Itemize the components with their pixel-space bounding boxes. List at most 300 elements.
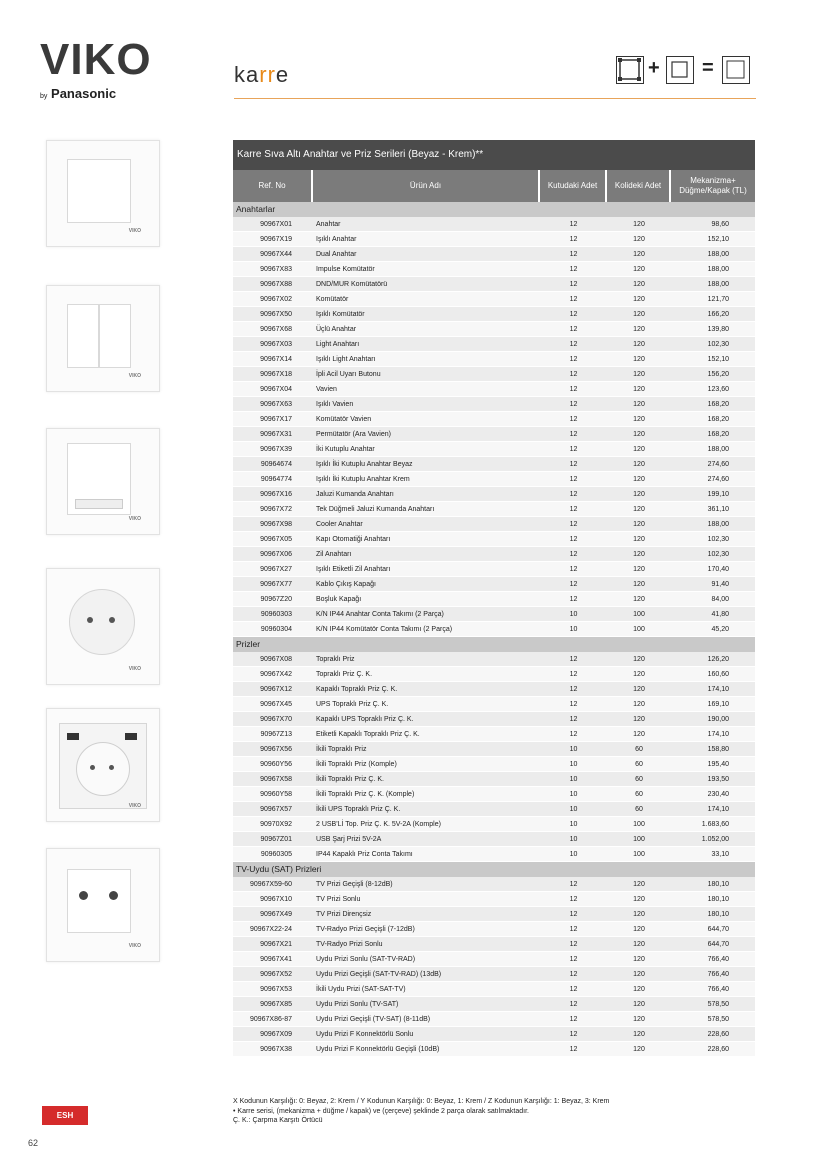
table-row: [233, 757, 755, 772]
case-qty-cell: 120: [633, 566, 645, 573]
page-number: 62: [28, 1138, 39, 1148]
box-qty-cell: 10: [569, 806, 578, 813]
product-cell: Uydu Prizi Sonlu (TV-SAT): [316, 1001, 399, 1008]
header-box-qty: Kutudaki Adet: [540, 170, 607, 202]
case-qty-cell: 120: [633, 326, 645, 333]
product-cell: Vavien: [316, 386, 337, 393]
viko-logo: [40, 35, 165, 103]
ref-cell: 90960Y58: [260, 791, 292, 798]
box-qty-cell: 12: [569, 1001, 578, 1008]
product-cell: Işıklı İki Kutuplu Anahtar Beyaz: [316, 461, 413, 468]
table-title: Karre Sıva Altı Anahtar ve Priz Serileri (Beyaz - Krem)**: [233, 140, 755, 170]
combo-diagram: [612, 54, 756, 86]
box-qty-cell: 12: [569, 401, 578, 408]
price-cell: 174,10: [707, 806, 729, 813]
price-cell: 139,80: [707, 326, 729, 333]
ref-cell: 90967X85: [260, 1001, 292, 1008]
case-qty-cell: 100: [633, 611, 645, 618]
price-cell: 170,40: [707, 566, 729, 573]
table-row: [233, 787, 755, 802]
table-row: [233, 412, 755, 427]
product-cell: TV-Radyo Prizi Geçişli (7-12dB): [316, 926, 415, 933]
table-row: [233, 952, 755, 967]
case-qty-cell: 120: [633, 896, 645, 903]
price-table: [233, 140, 755, 1057]
box-qty-cell: 12: [569, 986, 578, 993]
price-cell: 102,30: [707, 551, 729, 558]
box-qty-cell: 12: [569, 656, 578, 663]
product-cell: USB Şarj Prizi 5V-2A: [316, 836, 382, 843]
product-cell: İkili Topraklı Priz: [316, 746, 367, 753]
ref-cell: 90967X21: [260, 941, 292, 948]
box-qty-cell: 10: [569, 626, 578, 633]
price-cell: 102,30: [707, 536, 729, 543]
ref-cell: 90967X44: [260, 251, 292, 258]
case-qty-cell: 120: [633, 491, 645, 498]
thumb-single-switch: [46, 140, 160, 247]
case-qty-cell: 120: [633, 341, 645, 348]
price-cell: 228,60: [707, 1031, 729, 1038]
box-qty-cell: 12: [569, 236, 578, 243]
thumb-socket: [46, 568, 160, 685]
table-row: [233, 982, 755, 997]
price-cell: 230,40: [707, 791, 729, 798]
box-qty-cell: 12: [569, 536, 578, 543]
case-qty-cell: 120: [633, 656, 645, 663]
price-cell: 1.052,00: [701, 836, 729, 843]
header-divider: [234, 98, 756, 99]
thumb-brand: VIKO: [128, 943, 141, 949]
table-row: [233, 577, 755, 592]
product-cell: Işıklı Vavien: [316, 401, 354, 408]
ref-cell: 90967X10: [260, 896, 292, 903]
box-qty-cell: 12: [569, 326, 578, 333]
product-cell: TV-Radyo Prizi Sonlu: [316, 941, 383, 948]
product-cell: Kapaklı Topraklı Priz Ç. K.: [316, 686, 398, 693]
thumb-double-switch: [46, 285, 160, 392]
product-cell: Komütatör: [316, 296, 349, 303]
equals-sign: =: [702, 57, 714, 79]
table-row: [233, 592, 755, 607]
product-cell: İkili UPS Topraklı Priz Ç. K.: [316, 806, 401, 813]
price-cell: 188,00: [707, 446, 729, 453]
case-qty-cell: 120: [633, 1031, 645, 1038]
box-qty-cell: 12: [569, 356, 578, 363]
case-qty-cell: 100: [633, 836, 645, 843]
table-row: [233, 562, 755, 577]
table-row: [233, 907, 755, 922]
box-qty-cell: 12: [569, 926, 578, 933]
logo-parent: Panasonic: [51, 86, 117, 101]
ref-cell: 90960304: [260, 626, 292, 633]
price-cell: 168,20: [707, 401, 729, 408]
box-qty-cell: 12: [569, 506, 578, 513]
table-row: [233, 847, 755, 862]
price-cell: 98,60: [711, 221, 729, 228]
price-cell: 174,10: [707, 686, 729, 693]
box-qty-cell: 12: [569, 266, 578, 273]
box-qty-cell: 12: [569, 386, 578, 393]
ref-cell: 90967X38: [260, 1046, 292, 1053]
series-name-b: rr: [259, 62, 276, 87]
ref-cell: 90960Y56: [260, 761, 292, 768]
header-product: Ürün Adı: [313, 170, 540, 202]
ref-cell: 90967X08: [260, 656, 292, 663]
case-qty-cell: 120: [633, 926, 645, 933]
ref-cell: 90967X39: [260, 446, 292, 453]
box-qty-cell: 12: [569, 941, 578, 948]
box-qty-cell: 12: [569, 521, 578, 528]
ref-cell: 90960305: [260, 851, 292, 858]
product-cell: Uydu Prizi F Konnektörlü Geçişli (10dB): [316, 1046, 440, 1053]
box-qty-cell: 10: [569, 851, 578, 858]
note-sold: • Karre serisi, (mekanizma + düğme / kapak) ve (çerçeve) şeklinde 2 parça olarak satılmaktadır.: [233, 1107, 529, 1115]
price-cell: 33,10: [711, 851, 729, 858]
box-qty-cell: 12: [569, 551, 578, 558]
product-cell: Işıklı Komütatör: [316, 311, 365, 318]
case-qty-cell: 120: [633, 221, 645, 228]
box-qty-cell: 12: [569, 566, 578, 573]
ref-cell: 90960303: [260, 611, 292, 618]
case-qty-cell: 120: [633, 446, 645, 453]
thumb-brand: VIKO: [128, 516, 141, 522]
case-qty-cell: 100: [633, 851, 645, 858]
table-row: [233, 667, 755, 682]
box-qty-cell: 12: [569, 701, 578, 708]
product-cell: UPS Topraklı Priz Ç. K.: [316, 701, 389, 708]
product-cell: Impulse Komütatör: [316, 266, 375, 273]
box-qty-cell: 12: [569, 581, 578, 588]
header-price: Mekanizma+ Düğme/Kapak (TL): [679, 176, 747, 195]
table-row: [233, 472, 755, 487]
product-cell: Uydu Prizi F Konnektörlü Sonlu: [316, 1031, 414, 1038]
plus-sign: +: [648, 57, 660, 79]
ref-cell: 90967X63: [260, 401, 292, 408]
table-row: [233, 547, 755, 562]
case-qty-cell: 120: [633, 1016, 645, 1023]
price-cell: 152,10: [707, 236, 729, 243]
price-cell: 188,00: [707, 266, 729, 273]
price-cell: 180,10: [707, 881, 729, 888]
ref-cell: 90967X41: [260, 956, 292, 963]
footnotes: [233, 1097, 609, 1126]
box-qty-cell: 12: [569, 431, 578, 438]
case-qty-cell: 120: [633, 971, 645, 978]
box-qty-cell: 10: [569, 836, 578, 843]
box-qty-cell: 12: [569, 446, 578, 453]
series-name-c: e: [275, 62, 290, 87]
case-qty-cell: 120: [633, 371, 645, 378]
box-qty-cell: 12: [569, 476, 578, 483]
product-cell: Uydu Prizi Geçişli (SAT-TV-RAD) (13dB): [316, 971, 442, 978]
thumb-labeled-switch: [46, 428, 160, 535]
case-qty-cell: 120: [633, 941, 645, 948]
price-cell: 174,10: [707, 731, 729, 738]
table-row: [233, 922, 755, 937]
box-qty-cell: 10: [569, 746, 578, 753]
ref-cell: 90967X86-87: [249, 1016, 292, 1023]
box-qty-cell: 12: [569, 896, 578, 903]
ref-cell: 90967X50: [260, 311, 292, 318]
case-qty-cell: 120: [633, 1001, 645, 1008]
table-row: [233, 832, 755, 847]
product-cell: Topraklı Priz Ç. K.: [316, 671, 373, 678]
ref-cell: 90967X88: [260, 281, 292, 288]
price-cell: 644,70: [707, 941, 729, 948]
case-qty-cell: 100: [633, 626, 645, 633]
price-cell: 123,60: [707, 386, 729, 393]
price-cell: 166,20: [707, 311, 729, 318]
product-cell: Kablo Çıkış Kapağı: [316, 581, 376, 588]
table-row: [233, 1027, 755, 1042]
table-row: [233, 967, 755, 982]
case-qty-cell: 60: [635, 776, 643, 783]
case-qty-cell: 120: [633, 671, 645, 678]
note-abbrev: Ç. K.: Çarpma Karşıtı Örtücü: [233, 1117, 323, 1124]
price-cell: 578,50: [707, 1016, 729, 1023]
ref-cell: 90967X49: [260, 911, 292, 918]
case-qty-cell: 120: [633, 956, 645, 963]
box-qty-cell: 10: [569, 611, 578, 618]
case-qty-cell: 120: [633, 701, 645, 708]
product-cell: Etiketli Kapaklı Topraklı Priz Ç. K.: [316, 731, 420, 738]
case-qty-cell: 100: [633, 821, 645, 828]
ref-cell: 90967X45: [260, 701, 292, 708]
table-row: [233, 427, 755, 442]
price-cell: 41,80: [711, 611, 729, 618]
box-qty-cell: 12: [569, 956, 578, 963]
box-qty-cell: 10: [569, 776, 578, 783]
box-qty-cell: 10: [569, 821, 578, 828]
price-cell: 188,00: [707, 281, 729, 288]
price-cell: 158,80: [707, 746, 729, 753]
case-qty-cell: 120: [633, 416, 645, 423]
case-qty-cell: 120: [633, 986, 645, 993]
case-qty-cell: 120: [633, 716, 645, 723]
ref-cell: 90967X31: [260, 431, 292, 438]
box-qty-cell: 12: [569, 671, 578, 678]
table-row: [233, 1042, 755, 1057]
table-row: [233, 352, 755, 367]
table-row: [233, 802, 755, 817]
ref-cell: 90967X03: [260, 341, 292, 348]
logo-main: VIKO: [40, 35, 152, 84]
product-cell: Işıklı Anahtar: [316, 236, 357, 243]
frame-icon: [666, 56, 694, 84]
header-case-qty: Kolideki Adet: [607, 170, 671, 202]
box-qty-cell: 12: [569, 461, 578, 468]
box-qty-cell: 12: [569, 1031, 578, 1038]
table-row: [233, 607, 755, 622]
case-qty-cell: 120: [633, 296, 645, 303]
ref-cell: 90967X59-60: [249, 881, 292, 888]
product-cell: Işıklı Etiketli Zil Anahtarı: [316, 566, 391, 573]
product-cell: TV Prizi Geçişli (8-12dB): [316, 881, 393, 888]
price-cell: 644,70: [707, 926, 729, 933]
price-cell: 84,00: [711, 596, 729, 603]
price-cell: 766,40: [707, 971, 729, 978]
case-qty-cell: 120: [633, 881, 645, 888]
case-qty-cell: 120: [633, 596, 645, 603]
table-row: [233, 487, 755, 502]
case-qty-cell: 120: [633, 251, 645, 258]
table-row: [233, 502, 755, 517]
case-qty-cell: 120: [633, 461, 645, 468]
ref-cell: 90967X06: [260, 551, 292, 558]
product-cell: IP44 Kapaklı Priz Conta Takımı: [316, 851, 413, 858]
product-cell: Işıklı Light Anahtarı: [316, 356, 376, 363]
product-cell: K/N IP44 Anahtar Conta Takımı (2 Parça): [316, 611, 444, 618]
table-row: [233, 817, 755, 832]
price-cell: 156,20: [707, 371, 729, 378]
product-cell: Cooler Anahtar: [316, 521, 363, 528]
box-qty-cell: 12: [569, 281, 578, 288]
box-qty-cell: 12: [569, 371, 578, 378]
price-cell: 121,70: [707, 296, 729, 303]
product-cell: Anahtar: [316, 221, 341, 228]
table-row: [233, 742, 755, 757]
ref-cell: 90967Z20: [260, 596, 292, 603]
ref-cell: 90967X12: [260, 686, 292, 693]
table-row: [233, 682, 755, 697]
thumb-brand: VIKO: [128, 373, 141, 379]
box-qty-cell: 12: [569, 596, 578, 603]
case-qty-cell: 120: [633, 1046, 645, 1053]
ref-cell: 90967X83: [260, 266, 292, 273]
case-qty-cell: 60: [635, 806, 643, 813]
footer-logo: ESH: [42, 1106, 88, 1125]
thumb-brand: VIKO: [128, 803, 141, 809]
table-body: [233, 202, 755, 1057]
product-cell: Komütatör Vavien: [316, 416, 372, 423]
product-cell: İkili Uydu Prizi (SAT-SAT-TV): [316, 986, 406, 993]
ref-cell: 90967X09: [260, 1031, 292, 1038]
table-row: [233, 277, 755, 292]
product-cell: Light Anahtarı: [316, 341, 360, 348]
product-cell: Işıklı İki Kutuplu Anahtar Krem: [316, 476, 410, 483]
box-qty-cell: 12: [569, 1046, 578, 1053]
product-cell: İkili Topraklı Priz Ç. K.: [316, 776, 384, 783]
product-cell: Tek Düğmeli Jaluzi Kumanda Anahtarı: [316, 506, 435, 513]
price-cell: 228,60: [707, 1046, 729, 1053]
product-cell: TV Prizi Sonlu: [316, 896, 361, 903]
ref-cell: 90967X68: [260, 326, 292, 333]
table-row: [233, 382, 755, 397]
table-row: [233, 772, 755, 787]
product-cell: Zil Anahtarı: [316, 551, 352, 558]
table-row: [233, 397, 755, 412]
price-cell: 45,20: [711, 626, 729, 633]
table-row: [233, 232, 755, 247]
ref-cell: 90967X18: [260, 371, 292, 378]
ref-cell: 90967X17: [260, 416, 292, 423]
case-qty-cell: 120: [633, 911, 645, 918]
box-qty-cell: 12: [569, 716, 578, 723]
box-qty-cell: 12: [569, 296, 578, 303]
box-qty-cell: 12: [569, 686, 578, 693]
box-qty-cell: 12: [569, 416, 578, 423]
product-cell: K/N IP44 Komütatör Conta Takımı (2 Parça): [316, 626, 453, 633]
box-qty-cell: 12: [569, 731, 578, 738]
product-cell: TV Prizi Dirençsiz: [316, 911, 372, 918]
price-cell: 766,40: [707, 986, 729, 993]
table-row: [233, 937, 755, 952]
product-cell: İkili Topraklı Priz Ç. K. (Komple): [316, 791, 415, 798]
section-rows: [233, 217, 755, 637]
case-qty-cell: 120: [633, 266, 645, 273]
price-cell: 180,10: [707, 896, 729, 903]
thumb-brand: VIKO: [128, 228, 141, 234]
case-qty-cell: 120: [633, 431, 645, 438]
case-qty-cell: 120: [633, 506, 645, 513]
table-row: [233, 1012, 755, 1027]
price-cell: 168,20: [707, 431, 729, 438]
table-row: [233, 292, 755, 307]
case-qty-cell: 120: [633, 311, 645, 318]
table-row: [233, 622, 755, 637]
table-row: [233, 727, 755, 742]
price-cell: 578,50: [707, 1001, 729, 1008]
product-cell: Jaluzi Kumanda Anahtarı: [316, 491, 394, 498]
section-header: TV-Uydu (SAT) Prizleri: [233, 862, 755, 877]
ref-cell: 90967X52: [260, 971, 292, 978]
table-row: [233, 367, 755, 382]
price-cell: 91,40: [711, 581, 729, 588]
series-name: [234, 62, 289, 88]
table-row: [233, 652, 755, 667]
ref-cell: 90967X58: [260, 776, 292, 783]
ref-cell: 90967X02: [260, 296, 292, 303]
ref-cell: 90967X19: [260, 236, 292, 243]
case-qty-cell: 120: [633, 521, 645, 528]
ref-cell: 90967X22-24: [249, 926, 292, 933]
price-cell: 126,20: [707, 656, 729, 663]
box-qty-cell: 10: [569, 761, 578, 768]
case-qty-cell: 60: [635, 761, 643, 768]
box-qty-cell: 12: [569, 971, 578, 978]
ref-cell: 90964774: [260, 476, 292, 483]
ref-cell: 90967Z01: [260, 836, 292, 843]
price-cell: 190,00: [707, 716, 729, 723]
price-cell: 188,00: [707, 251, 729, 258]
box-qty-cell: 12: [569, 911, 578, 918]
table-row: [233, 247, 755, 262]
ref-cell: 90967X42: [260, 671, 292, 678]
ref-cell: 90967X04: [260, 386, 292, 393]
case-qty-cell: 120: [633, 281, 645, 288]
product-cell: Uydu Prizi Geçişli (TV-SAT) (8-11dB): [316, 1016, 431, 1023]
section-header: Prizler: [233, 637, 755, 652]
case-qty-cell: 120: [633, 731, 645, 738]
product-cell: Boşluk Kapağı: [316, 596, 362, 603]
logo-byline: [40, 86, 116, 101]
case-qty-cell: 60: [635, 791, 643, 798]
table-row: [233, 517, 755, 532]
price-cell: 199,10: [707, 491, 729, 498]
price-cell: 195,40: [707, 761, 729, 768]
case-qty-cell: 120: [633, 356, 645, 363]
section-rows: [233, 652, 755, 862]
case-qty-cell: 60: [635, 746, 643, 753]
case-qty-cell: 120: [633, 401, 645, 408]
box-qty-cell: 12: [569, 311, 578, 318]
product-icon: [722, 56, 750, 84]
price-cell: 102,30: [707, 341, 729, 348]
ref-cell: 90967X53: [260, 986, 292, 993]
case-qty-cell: 120: [633, 476, 645, 483]
table-row: [233, 307, 755, 322]
ref-cell: 90970X92: [260, 821, 292, 828]
